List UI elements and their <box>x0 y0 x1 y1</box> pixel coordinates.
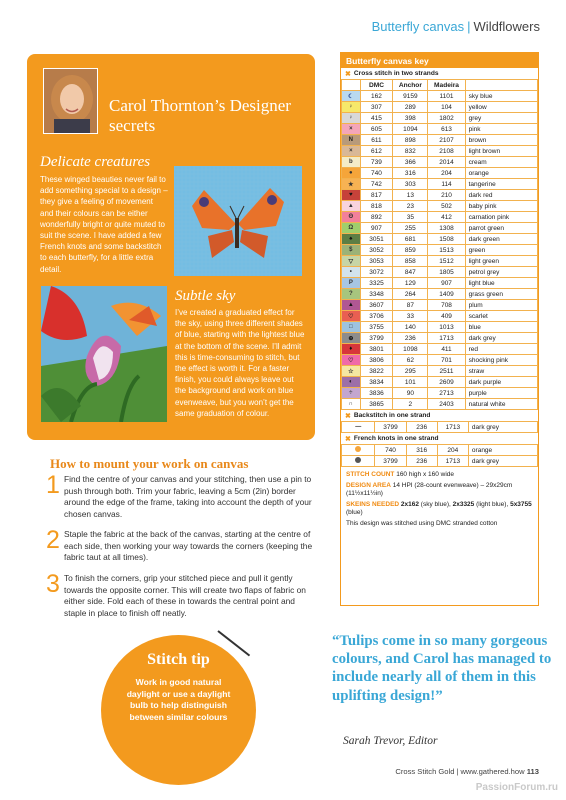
madeira-code: 1508 <box>428 234 465 245</box>
butterfly-stitch-image <box>174 166 302 276</box>
anchor-code: 129 <box>393 278 428 289</box>
dmc-code: 3053 <box>360 256 393 267</box>
colour-name: natural white <box>465 399 537 410</box>
madeira-code: 1713 <box>437 422 468 433</box>
anchor-code: 13 <box>393 190 428 201</box>
stitch-symbol-icon: • <box>342 267 361 278</box>
dmc-code: 3325 <box>360 278 393 289</box>
anchor-code: 9159 <box>393 91 428 102</box>
madeira-code: 2403 <box>428 399 465 410</box>
colour-name: yellow <box>465 102 537 113</box>
anchor-code: 859 <box>393 245 428 256</box>
mount-step-1 <box>46 471 316 520</box>
anchor-code: 847 <box>393 267 428 278</box>
dmc-code: 611 <box>360 135 393 146</box>
magazine-url: www.gathered.how <box>460 767 525 776</box>
dmc-code: 612 <box>360 146 393 157</box>
table-row <box>342 366 538 377</box>
colour-name: petrol grey <box>465 267 537 278</box>
table-row <box>342 168 538 179</box>
anchor-code: 316 <box>393 168 428 179</box>
madeira-code: 2609 <box>428 377 465 388</box>
anchor-code: 236 <box>393 333 428 344</box>
madeira-code: 204 <box>437 445 468 456</box>
dmc-code: 3836 <box>360 388 393 399</box>
colour-name: cream <box>465 157 537 168</box>
table-row <box>342 344 538 355</box>
anchor-code: 316 <box>406 445 437 456</box>
dmc-code: 3799 <box>375 422 406 433</box>
table-row <box>342 190 538 201</box>
backstitch-line-icon: — <box>342 422 375 433</box>
anchor-code: 236 <box>406 422 437 433</box>
stitch-symbol-icon: N <box>342 135 361 146</box>
french-knots-heading <box>341 433 538 444</box>
magazine-name: Cross Stitch Gold <box>395 767 455 776</box>
anchor-code: 1098 <box>393 344 428 355</box>
anchor-code: 1094 <box>393 124 428 135</box>
stitch-symbol-icon: ☆ <box>342 366 361 377</box>
dmc-code: 818 <box>360 201 393 212</box>
anchor-code: 23 <box>393 201 428 212</box>
dmc-code: 3348 <box>360 289 393 300</box>
madeira-code: 1713 <box>437 456 468 467</box>
step-text: Find the centre of your canvas and your stitching, then use a pin to push through both. Trim your fabric, leaving a 5cm (2in) border around the edge of the frame, taking into account the depth of your chosen canvas. <box>64 474 312 519</box>
stitch-symbol-icon: × <box>342 146 361 157</box>
dmc-code: 162 <box>360 91 393 102</box>
stitch-symbol-icon: ▲ <box>342 300 361 311</box>
stitch-symbol-icon: ▽ <box>342 256 361 267</box>
dmc-code: 415 <box>360 113 393 124</box>
dmc-code: 740 <box>375 445 406 456</box>
cross-icon: ✖ <box>345 70 351 78</box>
subtle-sky-text: I’ve created a graduated effect for the sky, using three different shades of blue, starting with the lightest blue at the bottom of the scene. I’ll admit this is time-consuming to stitch, but the effect is worth it. For a faster finish, you could always leave out the background and work on blue evenweave, but you won’t get the same graduation of colour. <box>175 308 305 418</box>
cross-stitch-label: Cross stitch in two strands <box>353 70 439 77</box>
table-row <box>342 146 538 157</box>
madeira-code: 1513 <box>428 245 465 256</box>
dmc-code: 739 <box>360 157 393 168</box>
dmc-code: 3072 <box>360 267 393 278</box>
dmc-code: 3801 <box>360 344 393 355</box>
madeira-code: 411 <box>428 344 465 355</box>
madeira-code: 2107 <box>428 135 465 146</box>
colour-name: dark green <box>465 234 537 245</box>
step-number: 2 <box>46 526 60 554</box>
anchor-code: 255 <box>393 223 428 234</box>
colour-name: dark grey <box>468 456 537 467</box>
header-category: Wildflowers <box>473 19 540 34</box>
table-row <box>342 399 538 410</box>
madeira-code: 1308 <box>428 223 465 234</box>
anchor-code: 2 <box>393 399 428 410</box>
madeira-code: 708 <box>428 300 465 311</box>
dmc-code: 892 <box>360 212 393 223</box>
dmc-code: 817 <box>360 190 393 201</box>
madeira-code: 1101 <box>428 91 465 102</box>
table-row <box>342 422 538 433</box>
stitch-symbol-icon: Ω <box>342 223 361 234</box>
dmc-code: 3051 <box>360 234 393 245</box>
skein-1-qty: 2x162 <box>400 500 419 508</box>
table-row <box>342 113 538 124</box>
stitch-symbol-icon: ★ <box>342 179 361 190</box>
madeira-code: 409 <box>428 311 465 322</box>
stitch-symbol-icon: ♡ <box>342 311 361 322</box>
dmc-code: 742 <box>360 179 393 190</box>
madeira-code: 502 <box>428 201 465 212</box>
subtle-sky-heading: Subtle sky <box>175 288 236 304</box>
colour-name: purple <box>465 388 537 399</box>
design-area-value: 14 HPI (28-count evenweave) – 29x29cm (11½x11½in) <box>346 481 513 497</box>
mount-heading: How to mount your work on canvas <box>50 456 249 471</box>
stitch-symbol-icon: ☾ <box>342 91 361 102</box>
designer-photo <box>43 68 98 134</box>
madeira-code: 204 <box>428 168 465 179</box>
colour-name: tangerine <box>465 179 537 190</box>
stitch-symbol-icon: b <box>342 157 361 168</box>
table-row <box>342 223 538 234</box>
dmc-code: 3806 <box>360 355 393 366</box>
anchor-code: 101 <box>393 377 428 388</box>
page-footer: Cross Stitch Gold | www.gathered.how 113 <box>395 767 539 776</box>
dmc-code: 307 <box>360 102 393 113</box>
stitch-symbol-icon: ? <box>342 289 361 300</box>
stitch-tip-circle <box>101 635 256 785</box>
colour-name: blue <box>465 322 537 333</box>
dmc-column-header: DMC <box>360 80 393 91</box>
butterfly-canvas-key <box>340 52 539 606</box>
step-text: To finish the corners, grip your stitched piece and pull it gently towards the opposite corner. This will create two flaps of fabric on either side. Fold each of these in towards the central point and staple in place to finish off neatly. <box>64 573 306 618</box>
dmc-code: 907 <box>360 223 393 234</box>
madeira-code: 1512 <box>428 256 465 267</box>
colour-name: red <box>465 344 537 355</box>
table-row <box>342 300 538 311</box>
dmc-code: 3865 <box>360 399 393 410</box>
table-row <box>342 377 538 388</box>
stitch-symbol-icon: ∩ <box>342 399 361 410</box>
madeira-code: 2511 <box>428 366 465 377</box>
table-row <box>342 256 538 267</box>
colour-name: orange <box>465 168 537 179</box>
colour-name: dark grey <box>465 333 537 344</box>
watermark: PassionForum.ru <box>475 782 558 793</box>
colour-name: sky blue <box>465 91 537 102</box>
colour-name: orange <box>468 445 537 456</box>
madeira-code: 1802 <box>428 113 465 124</box>
page-header <box>372 19 540 34</box>
table-row <box>342 234 538 245</box>
dmc-code: 3607 <box>360 300 393 311</box>
anchor-code: 681 <box>393 234 428 245</box>
french-knot-dot-icon <box>342 456 375 467</box>
header-section: Butterfly canvas <box>371 19 465 34</box>
colour-name: scarlet <box>465 311 537 322</box>
madeira-code: 907 <box>428 278 465 289</box>
stitch-symbol-icon: ◐ <box>342 377 361 388</box>
anchor-code: 140 <box>393 322 428 333</box>
table-row <box>342 456 538 467</box>
cross-icon: ✖ <box>345 435 351 443</box>
french-knot-dot-icon <box>342 445 375 456</box>
stitch-symbol-icon: ● <box>342 168 361 179</box>
colour-name: light brown <box>465 146 537 157</box>
colour-name: light blue <box>465 278 537 289</box>
table-row <box>342 445 538 456</box>
madeira-code: 2108 <box>428 146 465 157</box>
page-number: 113 <box>526 767 539 776</box>
dmc-code: 605 <box>360 124 393 135</box>
madeira-code: 412 <box>428 212 465 223</box>
anchor-code: 264 <box>393 289 428 300</box>
anchor-code: 62 <box>393 355 428 366</box>
madeira-code: 1805 <box>428 267 465 278</box>
knot-dot-icon <box>355 446 361 452</box>
anchor-code: 295 <box>393 366 428 377</box>
colour-name: dark purple <box>465 377 537 388</box>
anchor-column-header: Anchor <box>393 80 428 91</box>
table-row <box>342 102 538 113</box>
anchor-code: 898 <box>393 135 428 146</box>
skein-3-name: (blue) <box>346 509 363 516</box>
colour-name: plum <box>465 300 537 311</box>
madeira-code: 701 <box>428 355 465 366</box>
stitch-symbol-icon: P <box>342 278 361 289</box>
anchor-code: 858 <box>393 256 428 267</box>
stitch-symbol-icon: ▲ <box>342 201 361 212</box>
french-knots-table <box>341 444 538 467</box>
madeira-code: 613 <box>428 124 465 135</box>
skein-2-qty: 2x3325 <box>452 500 475 508</box>
skeins-label: SKEINS NEEDED <box>346 500 400 508</box>
table-row <box>342 124 538 135</box>
dmc-code: 3799 <box>360 333 393 344</box>
stitch-count-label: STITCH COUNT <box>346 471 395 478</box>
colour-name: brown <box>465 135 537 146</box>
backstitch-heading <box>341 410 538 421</box>
stitch-symbol-icon: ♀ <box>342 102 361 113</box>
dmc-code: 3755 <box>360 322 393 333</box>
madeira-code: 2713 <box>428 388 465 399</box>
anchor-code: 33 <box>393 311 428 322</box>
table-row <box>342 322 538 333</box>
stitch-tip-text: Work in good natural daylight or use a daylight bulb to help distinguish between similar colours <box>126 677 231 722</box>
dmc-code: 3834 <box>360 377 393 388</box>
stitch-symbol-icon: ♠ <box>342 234 361 245</box>
colour-name: shocking pink <box>465 355 537 366</box>
skein-1-name: (sky blue), <box>419 500 453 508</box>
step-number: 1 <box>46 471 60 499</box>
stitch-symbol-icon: ♀ <box>342 113 361 124</box>
stitch-tip-title: Stitch tip <box>147 651 210 668</box>
dmc-code: 3706 <box>360 311 393 322</box>
table-row <box>342 201 538 212</box>
table-row <box>342 311 538 322</box>
anchor-code: 303 <box>393 179 428 190</box>
table-row <box>342 289 538 300</box>
french-knots-label: French knots in one strand <box>353 435 439 442</box>
dmc-code: 3799 <box>375 456 406 467</box>
stitch-symbol-icon: ⊕ <box>342 333 361 344</box>
knot-dot-icon <box>355 457 361 463</box>
anchor-code: 832 <box>393 146 428 157</box>
delicate-creatures-text: These winged beauties never fail to add something special to a design – they give a feeling of movement and their colours can be either wonderfully bright or quite muted to suit the scene. I have added a few French knots and some backstitch to each butterfly, for a little extra detail. <box>40 175 168 274</box>
colour-name: baby pink <box>465 201 537 212</box>
table-row <box>342 157 538 168</box>
colour-name: light green <box>465 256 537 267</box>
name-column-header <box>465 80 537 91</box>
mount-step-3 <box>46 570 316 619</box>
anchor-code: 35 <box>393 212 428 223</box>
designer-title: Carol Thornton’s Designer secrets <box>109 96 291 135</box>
table-row <box>342 278 538 289</box>
key-title: Butterfly canvas key <box>341 53 538 68</box>
design-area-label: DESIGN AREA <box>346 481 391 489</box>
colour-name: parrot green <box>465 223 537 234</box>
cross-icon: ✖ <box>345 412 351 420</box>
mount-step-2 <box>46 526 316 564</box>
dmc-code: 3822 <box>360 366 393 377</box>
table-row <box>342 135 538 146</box>
cross-stitch-heading <box>341 68 538 79</box>
madeira-code: 1409 <box>428 289 465 300</box>
anchor-code: 366 <box>393 157 428 168</box>
stitch-count-value: 160 high x 160 wide <box>396 471 455 478</box>
madeira-code: 1713 <box>428 333 465 344</box>
header-divider: | <box>467 19 471 34</box>
skein-3-qty: 5x3755 <box>510 500 532 508</box>
anchor-code: 289 <box>393 102 428 113</box>
stitch-symbol-icon: Θ <box>342 212 361 223</box>
step-text: Staple the fabric at the back of the canvas, starting at the centre of each side, then working your way towards the corners (keeping the fabric taut at all times). <box>64 529 313 562</box>
backstitch-table <box>341 421 538 433</box>
madeira-code: 2014 <box>428 157 465 168</box>
colour-name: straw <box>465 366 537 377</box>
madeira-code: 104 <box>428 102 465 113</box>
colour-name: dark grey <box>468 422 537 433</box>
stitch-symbol-icon: ♥ <box>342 190 361 201</box>
dmc-code: 3052 <box>360 245 393 256</box>
cross-stitch-table <box>341 79 538 410</box>
stitch-symbol-icon: $ <box>342 245 361 256</box>
symbol-column-header <box>342 80 361 91</box>
designer-secrets-box <box>27 54 315 440</box>
table-row <box>342 267 538 278</box>
colour-name: pink <box>465 124 537 135</box>
table-row <box>342 355 538 366</box>
colour-name: carnation pink <box>465 212 537 223</box>
stitch-symbol-icon: × <box>342 124 361 135</box>
table-row <box>342 245 538 256</box>
dmc-code: 740 <box>360 168 393 179</box>
madeira-code: 1013 <box>428 322 465 333</box>
madeira-code: 114 <box>428 179 465 190</box>
tulip-stitch-image <box>41 286 167 422</box>
anchor-code: 398 <box>393 113 428 124</box>
skein-2-name: (light blue), <box>474 500 511 508</box>
colour-name: grey <box>465 113 537 124</box>
delicate-creatures-heading: Delicate creatures <box>40 154 151 170</box>
colour-name: grass green <box>465 289 537 300</box>
colour-name: dark red <box>465 190 537 201</box>
anchor-code: 236 <box>406 456 437 467</box>
madeira-column-header: Madeira <box>428 80 465 91</box>
thread-note: This design was stitched using DMC stranded cotton <box>346 519 498 527</box>
anchor-code: 90 <box>393 388 428 399</box>
anchor-code: 87 <box>393 300 428 311</box>
madeira-code: 210 <box>428 190 465 201</box>
backstitch-label: Backstitch in one strand <box>353 412 431 419</box>
step-number: 3 <box>46 570 60 598</box>
stitch-symbol-icon: ÷ <box>342 388 361 399</box>
stitch-symbol-icon: ♦ <box>342 344 361 355</box>
stitch-symbol-icon: □ <box>342 322 361 333</box>
colour-name: green <box>465 245 537 256</box>
key-info <box>341 467 538 528</box>
stitch-symbol-icon: ♡ <box>342 355 361 366</box>
quote-author: Sarah Trevor, Editor <box>343 735 438 747</box>
pull-quote: “Tulips come in so many gorgeous colours, and Carol has managed to include nearly all of them in this uplifting design!” <box>332 633 552 704</box>
table-row <box>342 212 538 223</box>
table-row <box>342 91 538 102</box>
table-row <box>342 388 538 399</box>
table-row <box>342 333 538 344</box>
table-row <box>342 179 538 190</box>
